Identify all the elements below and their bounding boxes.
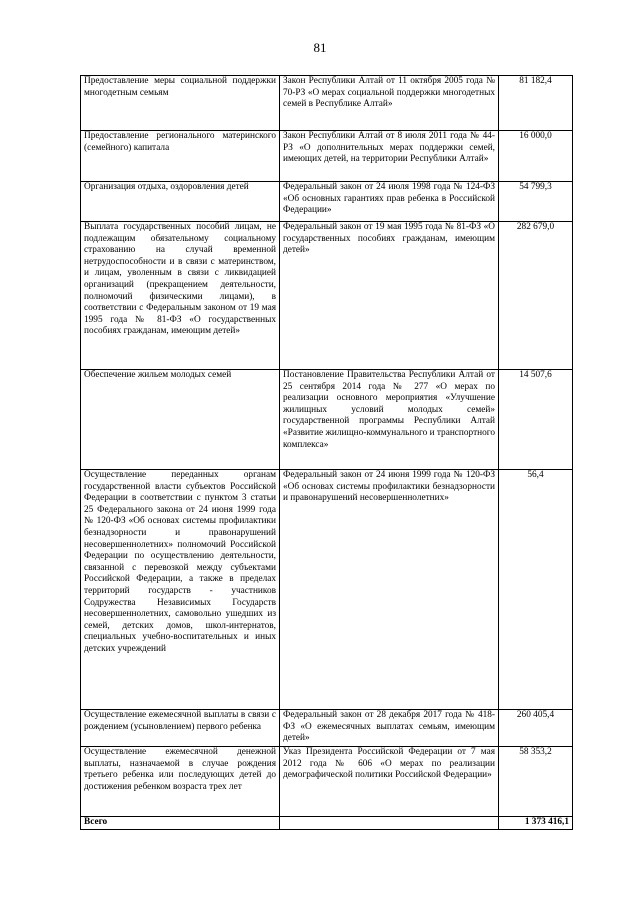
- table-row: [81, 470, 573, 710]
- table-row: [81, 370, 573, 470]
- amount-cell: 282 679,0: [499, 222, 573, 370]
- measure-cell: Обеспечение жильем молодых семей: [81, 370, 280, 470]
- legal-basis-cell: Федеральный закон от 24 июня 1999 года № 120-ФЗ «Об основах системы профилактики безнадзорности и правонарушений несовершеннолетних»: [280, 470, 499, 710]
- amount-cell: 54 799,3: [499, 182, 573, 222]
- spending-table: [80, 75, 573, 830]
- table-row: [81, 747, 573, 817]
- table-row: [81, 222, 573, 370]
- table-row: [81, 76, 573, 131]
- measure-cell: Осуществление ежемесячной денежной выплаты, назначаемой в случае рождения третьего ребенка или последующих детей до достижения ребенком возраста трех лет: [81, 747, 280, 817]
- legal-basis-cell: Федеральный закон от 28 декабря 2017 года № 418-ФЗ «О ежемесячных выплатах семьям, имеющим детей»: [280, 710, 499, 747]
- table-row: [81, 131, 573, 182]
- table-row: [81, 182, 573, 222]
- total-row: [81, 817, 573, 830]
- total-amount: 1 373 416,1: [499, 817, 573, 830]
- measure-cell: Выплата государственных пособий лицам, не подлежащим обязательному социальному страхованию на случай временной нетрудоспособности и в связи с материнством, и лицам, уволенным в связи с ликвидацией организаций (прекращением деятельности, полномочий физическими лицами), в соответствии с Федеральным законом от 19 мая 1995 года № 81-ФЗ «О государственных пособиях гражданам, имеющим детей»: [81, 222, 280, 370]
- measure-cell: Предоставление меры социальной поддержки многодетным семьям: [81, 76, 280, 131]
- amount-cell: 81 182,4: [499, 76, 573, 131]
- amount-cell: 14 507,6: [499, 370, 573, 470]
- legal-basis-cell: Закон Республики Алтай от 8 июля 2011 года № 44-РЗ «О дополнительных мерах поддержки семей, имеющих детей, на территории Республики Алтай»: [280, 131, 499, 182]
- table-row: [81, 710, 573, 747]
- measure-cell: Осуществление переданных органам государственной власти субъектов Российской Федерации в соответствии с пунктом 3 статьи 25 Федерального закона от 24 июня 1999 года № 120-ФЗ «Об основах системы профилактики безнадзорности и правонарушений несовершеннолетних» полномочий Российской Федерации по осуществлению деятельности, связанной с перевозкой между субъектами Российской Федерации, а также в пределах территорий государств - участников Содружества Независимых Государств несовершеннолетних, самовольно ушедших из семей, детских домов, школ-интернатов, специальных учебно-воспитательных и иных детских учреждений: [81, 470, 280, 710]
- legal-basis-cell: Закон Республики Алтай от 11 октября 2005 года № 70-РЗ «О мерах социальной поддержки многодетных семей в Республике Алтай»: [280, 76, 499, 131]
- total-empty-cell: [280, 817, 499, 830]
- page-number: 81: [313, 40, 327, 55]
- legal-basis-cell: Федеральный закон от 24 июля 1998 года № 124-ФЗ «Об основных гарантиях прав ребенка в Российской Федерации»: [280, 182, 499, 222]
- amount-cell: 260 405,4: [499, 710, 573, 747]
- amount-cell: 58 353,2: [499, 747, 573, 817]
- legal-basis-cell: Указ Президента Российской Федерации от 7 мая 2012 года № 606 «О мерах по реализации демографической политики Российской Федерации»: [280, 747, 499, 817]
- total-label: Всего: [81, 817, 280, 830]
- legal-basis-cell: Федеральный закон от 19 мая 1995 года № 81-ФЗ «О государственных пособиях гражданам, имеющим детей»: [280, 222, 499, 370]
- measure-cell: Предоставление регионального материнского (семейного) капитала: [81, 131, 280, 182]
- legal-basis-cell: Постановление Правительства Республики Алтай от 25 сентября 2014 года № 277 «О мерах по реализации основного мероприятия «Улучшение жилищных условий молодых семей» государственной программы Республики Алтай «Развитие жилищно-коммунального и транспортного комплекса»: [280, 370, 499, 470]
- measure-cell: Организация отдыха, оздоровления детей: [81, 182, 280, 222]
- amount-cell: 16 000,0: [499, 131, 573, 182]
- amount-cell: 56,4: [499, 470, 573, 710]
- measure-cell: Осуществление ежемесячной выплаты в связи с рождением (усыновлением) первого ребенка: [81, 710, 280, 747]
